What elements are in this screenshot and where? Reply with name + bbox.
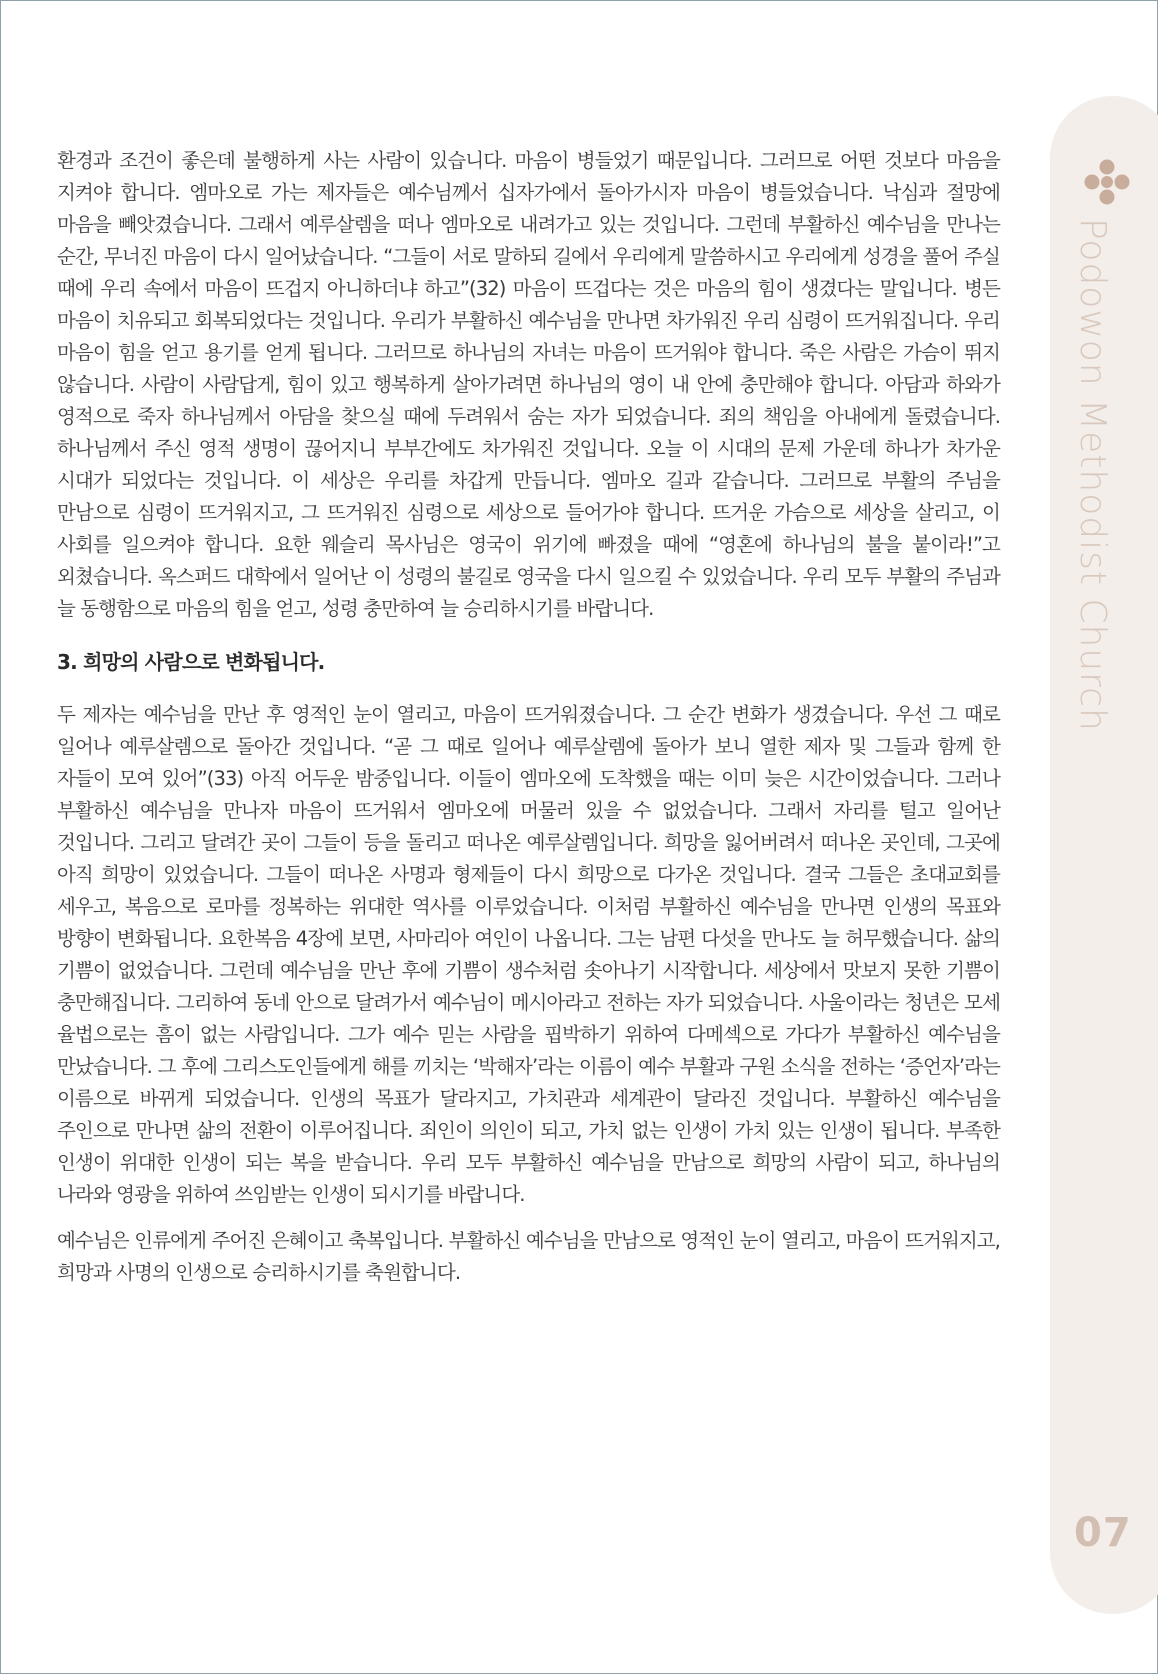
article-body <box>57 145 1000 1289</box>
paragraph: 두 제자는 예수님을 만난 후 영적인 눈이 열리고, 마음이 뜨거워졌습니다. 그 순간 변화가 생겼습니다. 우선 그 때로 일어나 예루살렘으로 돌아간 것입니다. “곧 그 때로 일어나 예루살렘에 돌아가 보니 열한 제자 및 그들과 함께 한 자들이 모여 있어”(33) 아직 어두운 밤중입니다. 이들이 엠마오에 도착했을 때는 이미 늦은 시간이었습니다. 그러나 부활하신 예수님을 만나자 마음이 뜨거워서 엠마오에 머물러 있을 수 없었습니다. 그래서 자리를 털고 일어난 것입니다. 그리고 달려간 곳이 그들이 등을 돌리고 떠나온 예루살렘입니다. 희망을 잃어버려서 떠나온 곳인데, 그곳에 아직 희망이 있었습니다. 그들이 떠나온 사명과 형제들이 다시 희망으로 다가온 것입니다. 결국 그들은 초대교회를 세우고, 복음으로 로마를 정복하는 위대한 역사를 이루었습니다. 이처럼 부활하신 예수님을 만나면 인생의 목표와 방향이 변화됩니다. 요한복음 4장에 보면, 사마리아 여인이 나옵니다. 그는 남편 다섯을 만나도 늘 허무했습니다. 삶의 기쁨이 없었습니다. 그런데 예수님을 만난 후에 기쁨이 생수처럼 솟아나기 시작합니다. 세상에서 맛보지 못한 기쁨이 충만해집니다. 그리하여 동네 안으로 달려가서 예수님이 메시아라고 전하는 자가 되었습니다. 사울이라는 청년은 모세 율법으로는 흠이 없는 사람입니다. 그가 예수 믿는 사람을 핍박하기 위하여 다메섹으로 가다가 부활하신 예수님을 만났습니다. 그 후에 그리스도인들에게 해를 끼치는 ‘박해자’라는 이름이 예수 부활과 구원 소식을 전하는 ‘증언자’라는 이름으로 바뀌게 되었습니다. 인생의 목표가 달라지고, 가치관과 세계관이 달라진 것입니다. 부활하신 예수님을 주인으로 만나면 삶의 전환이 이루어집니다. 죄인이 의인이 되고, 가치 없는 인생이 가치 있는 인생이 됩니다. 부족한 인생이 위대한 인생이 되는 복을 받습니다. 우리 모두 부활하신 예수님을 만남으로 희망의 사람이 되고, 하나님의 나라와 영광을 위하여 쓰임받는 인생이 되시기를 바랍니다. <box>57 703 1000 1206</box>
section-heading: 3. 희망의 사람으로 변화됩니다. <box>57 650 325 674</box>
paragraph: 예수님은 인류에게 주어진 은혜이고 축복입니다. 부활하신 예수님을 만남으로 영적인 눈이 열리고, 마음이 뜨거워지고, 희망과 사명의 인생으로 승리하시기를 축원합니다. <box>57 1229 1000 1284</box>
page-number: 07 <box>1074 1510 1132 1556</box>
church-name: Podowon Methodist Church <box>1072 218 1113 732</box>
grape-cross-icon <box>1083 158 1131 206</box>
paragraph: 환경과 조건이 좋은데 불행하게 사는 사람이 있습니다. 마음이 병들었기 때문입니다. 그러므로 어떤 것보다 마음을 지켜야 합니다. 엠마오로 가는 제자들은 예수님께서 십자가에서 돌아가시자 마음이 병들었습니다. 낙심과 절망에 마음을 빼앗겼습니다. 그래서 예루살렘을 떠나 엠마오로 내려가고 있는 것입니다. 그런데 부활하신 예수님을 만나는 순간, 무너진 마음이 다시 일어났습니다. “그들이 서로 말하되 길에서 우리에게 말씀하시고 우리에게 성경을 풀어 주실 때에 우리 속에서 마음이 뜨겁지 아니하더냐 하고”(32) 마음이 뜨겁다는 것은 마음의 힘이 생겼다는 말입니다. 병든 마음이 치유되고 회복되었다는 것입니다. 우리가 부활하신 예수님을 만나면 차가워진 우리 심령이 뜨거워집니다. 우리 마음이 힘을 얻고 용기를 얻게 됩니다. 그러므로 하나님의 자녀는 마음이 뜨거워야 합니다. 죽은 사람은 가슴이 뛰지 않습니다. 사람이 사람답게, 힘이 있고 행복하게 살아가려면 하나님의 영이 내 안에 충만해야 합니다. 아담과 하와가 영적으로 죽자 하나님께서 아담을 찾으실 때에 두려워서 숨는 자가 되었습니다. 죄의 책임을 아내에게 돌렸습니다. 하나님께서 주신 영적 생명이 끊어지니 부부간에도 차가워진 것입니다. 오늘 이 시대의 문제 가운데 하나가 차가운 시대가 되었다는 것입니다. 이 세상은 우리를 차갑게 만듭니다. 엠마오 길과 같습니다. 그러므로 부활의 주님을 만남으로 심령이 뜨거워지고, 그 뜨거워진 심령으로 세상으로 들어가야 합니다. 뜨거운 가슴으로 세상을 살리고, 이 사회를 일으켜야 합니다. 요한 웨슬리 목사님은 영국이 위기에 빠졌을 때에 “영혼에 하나님의 불을 붙이라!”고 외쳤습니다. 옥스퍼드 대학에서 일어난 이 성령의 불길로 영국을 다시 일으킬 수 있었습니다. 우리 모두 부활의 주님과 늘 동행함으로 마음의 힘을 얻고, 성령 충만하여 늘 승리하시기를 바랍니다. <box>57 149 1000 620</box>
